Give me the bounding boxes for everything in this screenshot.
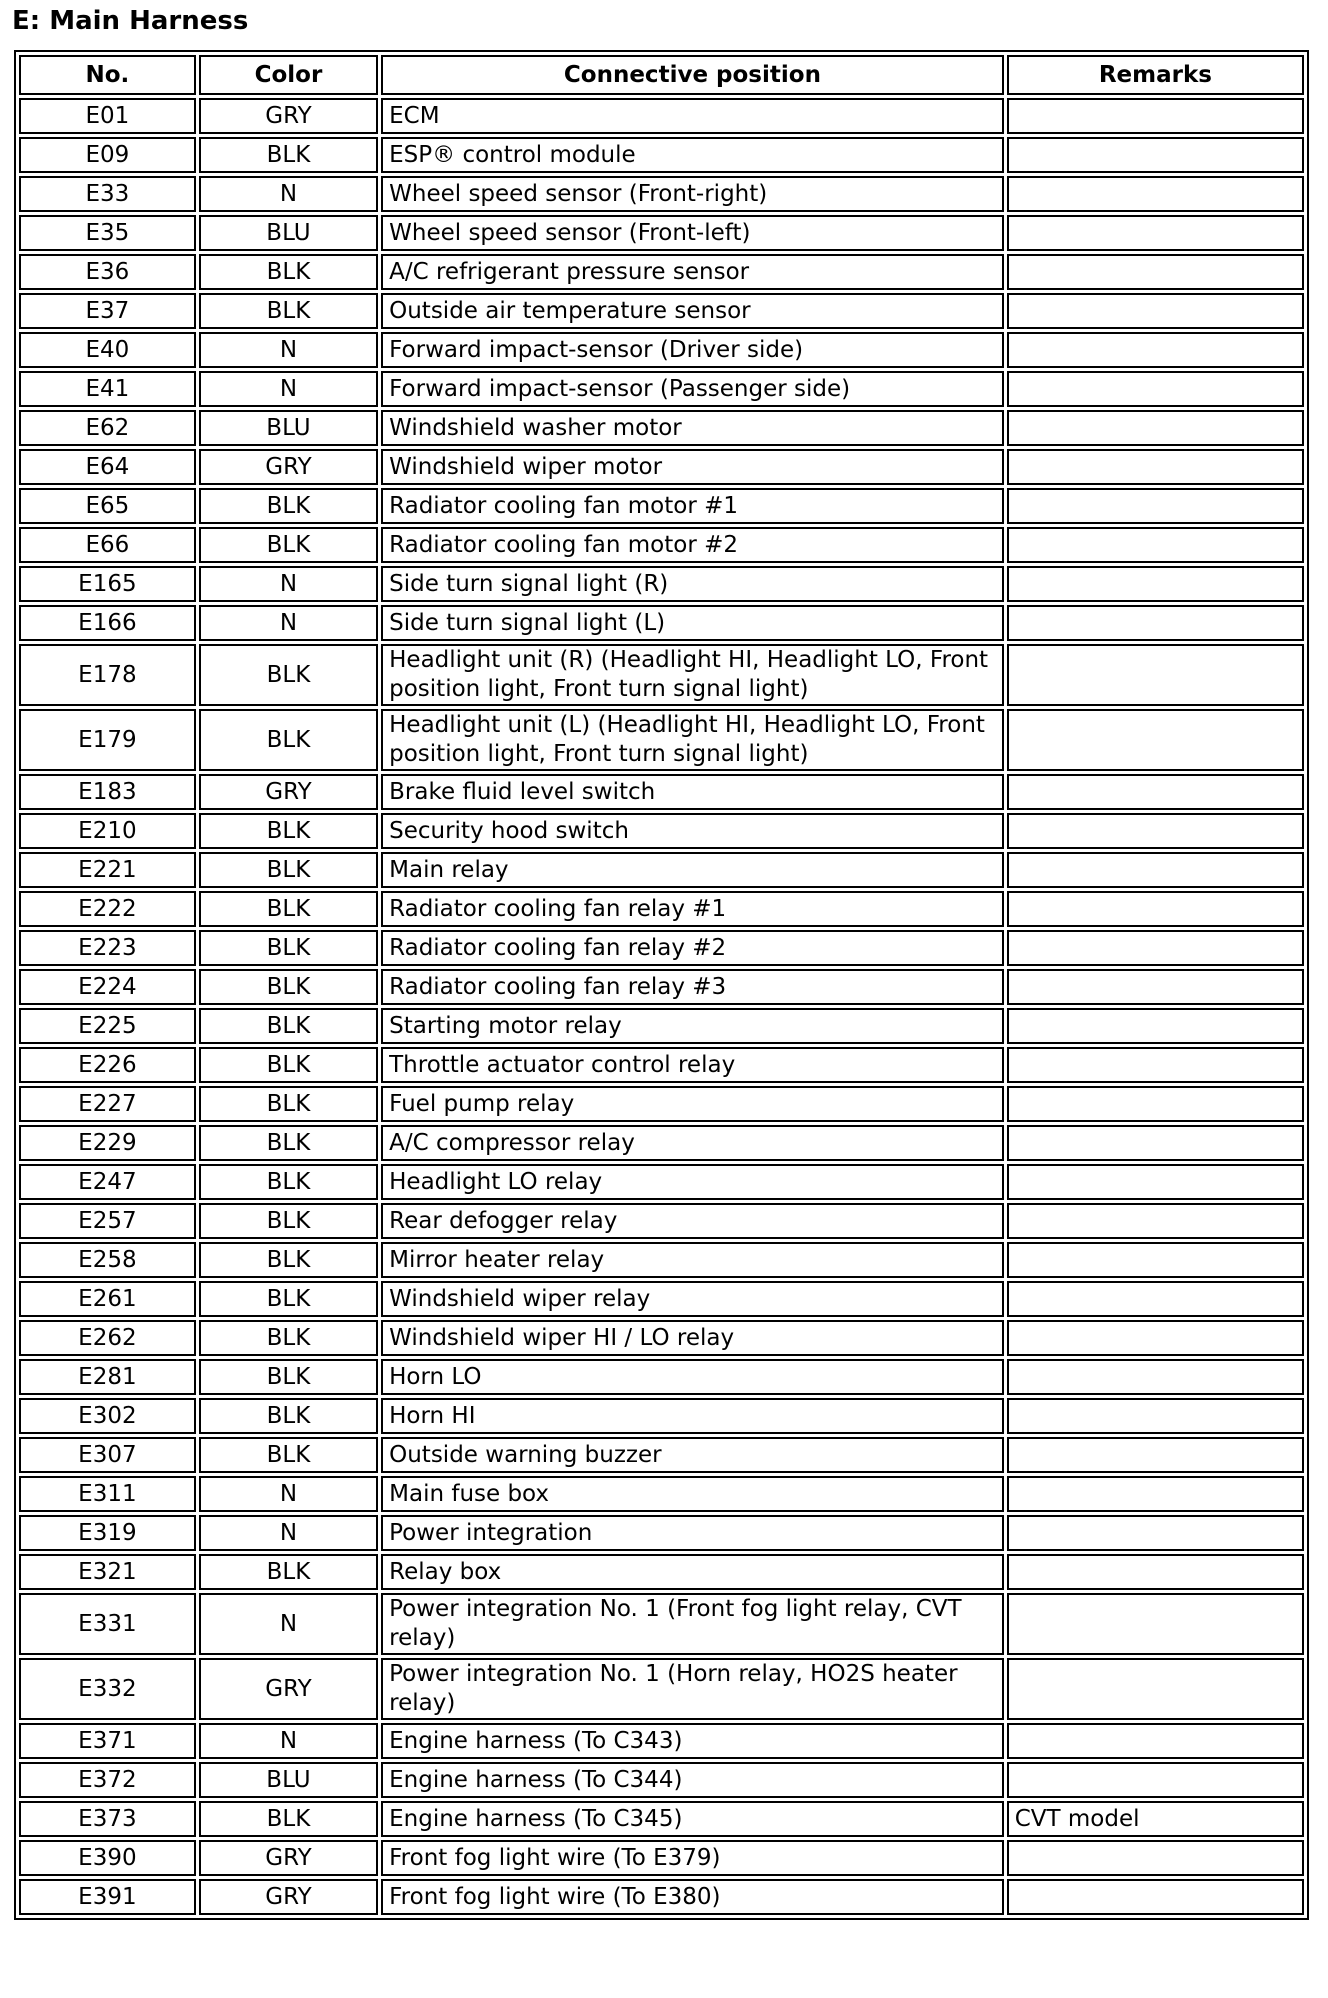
cell-position: Power integration No. 1 (Horn relay, HO2S heater relay) (381, 1658, 1004, 1720)
cell-remarks (1007, 98, 1304, 134)
cell-position: Power integration (381, 1515, 1004, 1551)
cell-color: BLU (199, 215, 378, 251)
table-row (19, 1762, 1304, 1798)
cell-position: Radiator cooling fan relay #2 (381, 930, 1004, 966)
table-row (19, 98, 1304, 134)
cell-remarks (1007, 488, 1304, 524)
table-row (19, 774, 1304, 810)
cell-color: BLU (199, 1762, 378, 1798)
table-row (19, 1554, 1304, 1590)
cell-remarks (1007, 1125, 1304, 1161)
cell-position: Radiator cooling fan motor #2 (381, 527, 1004, 563)
cell-no: E179 (19, 709, 196, 771)
cell-color: BLK (199, 1203, 378, 1239)
table-row (19, 1203, 1304, 1239)
cell-no: E01 (19, 98, 196, 134)
cell-color: BLK (199, 852, 378, 888)
cell-no: E226 (19, 1047, 196, 1083)
cell-position: Main fuse box (381, 1476, 1004, 1512)
cell-position: A/C refrigerant pressure sensor (381, 254, 1004, 290)
cell-color: N (199, 566, 378, 602)
cell-remarks (1007, 566, 1304, 602)
cell-color: BLK (199, 1281, 378, 1317)
table-row (19, 254, 1304, 290)
cell-remarks (1007, 852, 1304, 888)
cell-color: BLK (199, 488, 378, 524)
cell-color: BLK (199, 1437, 378, 1473)
table-row (19, 566, 1304, 602)
cell-position: Windshield wiper HI / LO relay (381, 1320, 1004, 1356)
cell-color: N (199, 1515, 378, 1551)
cell-color: BLK (199, 1008, 378, 1044)
cell-no: E311 (19, 1476, 196, 1512)
cell-remarks (1007, 137, 1304, 173)
cell-position: Front fog light wire (To E380) (381, 1879, 1004, 1915)
table-row (19, 1086, 1304, 1122)
table-row (19, 215, 1304, 251)
cell-color: BLK (199, 1086, 378, 1122)
cell-color: BLK (199, 1554, 378, 1590)
table-row (19, 852, 1304, 888)
cell-remarks (1007, 891, 1304, 927)
cell-no: E41 (19, 371, 196, 407)
table-row (19, 293, 1304, 329)
cell-position: Fuel pump relay (381, 1086, 1004, 1122)
cell-position: Side turn signal light (L) (381, 605, 1004, 641)
cell-position: Radiator cooling fan relay #3 (381, 969, 1004, 1005)
cell-remarks (1007, 1320, 1304, 1356)
cell-no: E64 (19, 449, 196, 485)
table-row (19, 137, 1304, 173)
cell-no: E225 (19, 1008, 196, 1044)
cell-position: Side turn signal light (R) (381, 566, 1004, 602)
table-row (19, 1879, 1304, 1915)
cell-position: ECM (381, 98, 1004, 134)
cell-color: BLK (199, 1359, 378, 1395)
cell-color: BLK (199, 527, 378, 563)
table-row (19, 488, 1304, 524)
table-row (19, 1242, 1304, 1278)
cell-position: Headlight LO relay (381, 1164, 1004, 1200)
table-row (19, 1047, 1304, 1083)
cell-remarks (1007, 813, 1304, 849)
cell-color: N (199, 1593, 378, 1655)
cell-color: BLK (199, 709, 378, 771)
cell-remarks (1007, 644, 1304, 706)
cell-color: BLK (199, 1398, 378, 1434)
cell-color: GRY (199, 1840, 378, 1876)
cell-color: BLK (199, 930, 378, 966)
cell-no: E37 (19, 293, 196, 329)
cell-position: Outside air temperature sensor (381, 293, 1004, 329)
cell-no: E224 (19, 969, 196, 1005)
cell-color: GRY (199, 449, 378, 485)
header-position: Connective position (381, 55, 1004, 95)
cell-no: E223 (19, 930, 196, 966)
cell-color: N (199, 176, 378, 212)
cell-no: E221 (19, 852, 196, 888)
cell-no: E36 (19, 254, 196, 290)
cell-no: E257 (19, 1203, 196, 1239)
cell-color: BLK (199, 813, 378, 849)
cell-color: N (199, 1476, 378, 1512)
cell-remarks (1007, 709, 1304, 771)
cell-remarks (1007, 1437, 1304, 1473)
cell-no: E09 (19, 137, 196, 173)
table-body (19, 98, 1304, 1915)
cell-remarks (1007, 1164, 1304, 1200)
cell-position: Engine harness (To C343) (381, 1723, 1004, 1759)
table-row (19, 1164, 1304, 1200)
cell-no: E373 (19, 1801, 196, 1837)
cell-color: BLK (199, 1242, 378, 1278)
cell-no: E222 (19, 891, 196, 927)
cell-position: Outside warning buzzer (381, 1437, 1004, 1473)
table-row (19, 1723, 1304, 1759)
cell-position: Throttle actuator control relay (381, 1047, 1004, 1083)
cell-color: BLK (199, 644, 378, 706)
page-title: E: Main Harness (12, 6, 249, 36)
table-row (19, 813, 1304, 849)
cell-position: Headlight unit (L) (Headlight HI, Headlight LO, Front position light, Front turn signal light) (381, 709, 1004, 771)
cell-position: Starting motor relay (381, 1008, 1004, 1044)
table-row (19, 1593, 1304, 1655)
cell-remarks (1007, 1476, 1304, 1512)
cell-position: Forward impact-sensor (Passenger side) (381, 371, 1004, 407)
cell-no: E307 (19, 1437, 196, 1473)
cell-no: E247 (19, 1164, 196, 1200)
cell-color: BLK (199, 1125, 378, 1161)
cell-remarks (1007, 215, 1304, 251)
cell-remarks (1007, 1554, 1304, 1590)
table-row (19, 1801, 1304, 1837)
cell-no: E165 (19, 566, 196, 602)
table-row (19, 1658, 1304, 1720)
cell-no: E321 (19, 1554, 196, 1590)
table-row (19, 371, 1304, 407)
cell-position: Windshield wiper motor (381, 449, 1004, 485)
cell-color: BLK (199, 1320, 378, 1356)
cell-remarks (1007, 930, 1304, 966)
cell-remarks (1007, 527, 1304, 563)
cell-remarks (1007, 176, 1304, 212)
cell-no: E33 (19, 176, 196, 212)
cell-no: E258 (19, 1242, 196, 1278)
table-row (19, 605, 1304, 641)
cell-no: E371 (19, 1723, 196, 1759)
cell-color: GRY (199, 1879, 378, 1915)
cell-remarks (1007, 1398, 1304, 1434)
cell-remarks (1007, 1008, 1304, 1044)
table-row (19, 332, 1304, 368)
cell-color: BLK (199, 1047, 378, 1083)
cell-no: E35 (19, 215, 196, 251)
cell-remarks (1007, 293, 1304, 329)
header-remarks: Remarks (1007, 55, 1304, 95)
cell-no: E281 (19, 1359, 196, 1395)
cell-position: Wheel speed sensor (Front-left) (381, 215, 1004, 251)
cell-color: BLK (199, 293, 378, 329)
cell-position: Relay box (381, 1554, 1004, 1590)
cell-position: Horn HI (381, 1398, 1004, 1434)
table-row (19, 449, 1304, 485)
cell-remarks (1007, 1086, 1304, 1122)
table-row (19, 1398, 1304, 1434)
cell-no: E40 (19, 332, 196, 368)
table-row (19, 1515, 1304, 1551)
cell-color: N (199, 371, 378, 407)
cell-color: BLK (199, 1801, 378, 1837)
cell-remarks (1007, 1723, 1304, 1759)
cell-no: E183 (19, 774, 196, 810)
cell-position: Brake fluid level switch (381, 774, 1004, 810)
table-row (19, 527, 1304, 563)
cell-remarks (1007, 969, 1304, 1005)
cell-no: E319 (19, 1515, 196, 1551)
cell-color: BLK (199, 1164, 378, 1200)
table-row (19, 644, 1304, 706)
table-row (19, 1281, 1304, 1317)
cell-color: BLK (199, 891, 378, 927)
cell-position: A/C compressor relay (381, 1125, 1004, 1161)
cell-no: E227 (19, 1086, 196, 1122)
cell-color: GRY (199, 774, 378, 810)
cell-color: GRY (199, 98, 378, 134)
cell-position: Engine harness (To C344) (381, 1762, 1004, 1798)
cell-remarks (1007, 1242, 1304, 1278)
cell-no: E332 (19, 1658, 196, 1720)
cell-remarks (1007, 1203, 1304, 1239)
cell-no: E391 (19, 1879, 196, 1915)
cell-position: ESP® control module (381, 137, 1004, 173)
cell-color: BLU (199, 410, 378, 446)
table-row (19, 709, 1304, 771)
cell-color: BLK (199, 254, 378, 290)
header-color: Color (199, 55, 378, 95)
cell-remarks (1007, 1762, 1304, 1798)
cell-no: E261 (19, 1281, 196, 1317)
cell-position: Radiator cooling fan motor #1 (381, 488, 1004, 524)
cell-remarks (1007, 1840, 1304, 1876)
cell-position: Wheel speed sensor (Front-right) (381, 176, 1004, 212)
cell-position: Windshield wiper relay (381, 1281, 1004, 1317)
cell-remarks (1007, 1879, 1304, 1915)
cell-color: N (199, 605, 378, 641)
cell-remarks (1007, 332, 1304, 368)
cell-no: E66 (19, 527, 196, 563)
table-row (19, 891, 1304, 927)
table-row (19, 930, 1304, 966)
cell-remarks (1007, 605, 1304, 641)
table-row (19, 1320, 1304, 1356)
cell-remarks (1007, 410, 1304, 446)
cell-remarks (1007, 254, 1304, 290)
cell-no: E331 (19, 1593, 196, 1655)
cell-no: E262 (19, 1320, 196, 1356)
table-row (19, 176, 1304, 212)
cell-remarks (1007, 1359, 1304, 1395)
header-no: No. (19, 55, 196, 95)
cell-position: Security hood switch (381, 813, 1004, 849)
cell-color: GRY (199, 1658, 378, 1720)
cell-color: N (199, 332, 378, 368)
cell-position: Front fog light wire (To E379) (381, 1840, 1004, 1876)
table-header-row (19, 55, 1304, 95)
cell-position: Main relay (381, 852, 1004, 888)
table-row (19, 1476, 1304, 1512)
cell-no: E65 (19, 488, 196, 524)
cell-position: Forward impact-sensor (Driver side) (381, 332, 1004, 368)
table-row (19, 410, 1304, 446)
table-row (19, 1359, 1304, 1395)
cell-position: Rear defogger relay (381, 1203, 1004, 1239)
cell-color: BLK (199, 137, 378, 173)
cell-remarks (1007, 371, 1304, 407)
cell-remarks (1007, 1593, 1304, 1655)
cell-position: Power integration No. 1 (Front fog light relay, CVT relay) (381, 1593, 1004, 1655)
cell-remarks (1007, 1658, 1304, 1720)
cell-no: E229 (19, 1125, 196, 1161)
cell-no: E178 (19, 644, 196, 706)
cell-no: E302 (19, 1398, 196, 1434)
cell-remarks (1007, 449, 1304, 485)
cell-no: E166 (19, 605, 196, 641)
cell-color: BLK (199, 969, 378, 1005)
table-row (19, 969, 1304, 1005)
cell-position: Radiator cooling fan relay #1 (381, 891, 1004, 927)
cell-position: Horn LO (381, 1359, 1004, 1395)
cell-remarks (1007, 1281, 1304, 1317)
cell-no: E210 (19, 813, 196, 849)
cell-no: E62 (19, 410, 196, 446)
cell-remarks: CVT model (1007, 1801, 1304, 1837)
table-row (19, 1008, 1304, 1044)
cell-position: Windshield washer motor (381, 410, 1004, 446)
cell-no: E372 (19, 1762, 196, 1798)
cell-position: Mirror heater relay (381, 1242, 1004, 1278)
cell-no: E390 (19, 1840, 196, 1876)
cell-position: Headlight unit (R) (Headlight HI, Headlight LO, Front position light, Front turn signal light) (381, 644, 1004, 706)
table-row (19, 1125, 1304, 1161)
cell-remarks (1007, 774, 1304, 810)
cell-remarks (1007, 1515, 1304, 1551)
table-row (19, 1437, 1304, 1473)
cell-color: N (199, 1723, 378, 1759)
cell-remarks (1007, 1047, 1304, 1083)
cell-position: Engine harness (To C345) (381, 1801, 1004, 1837)
harness-table (14, 50, 1309, 1920)
table-row (19, 1840, 1304, 1876)
